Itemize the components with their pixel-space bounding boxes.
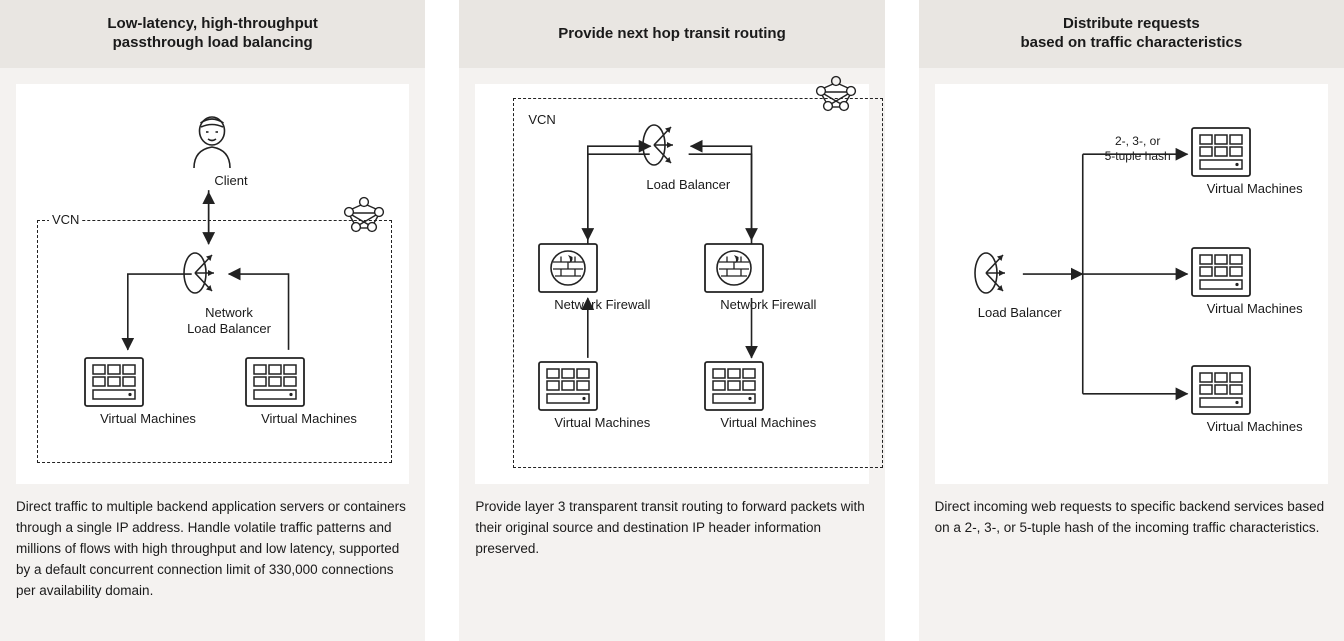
card-passthrough-load-balancing (0, 0, 425, 641)
node-vm-bottom-3-label: Virtual Machines (1206, 419, 1303, 434)
load-balancer-icon-2 (623, 116, 753, 174)
card-3-caption: Direct incoming web requests to specific backend services based on a 2-, 3-, or 5-tuple hash of the incoming traffic characteristics. (934, 499, 1325, 535)
node-nlb-label-2: Load Balancer (187, 321, 271, 336)
node-vm-left-1-label: Virtual Machines (100, 411, 196, 426)
node-vm-right-1 (244, 356, 374, 427)
node-firewall-left-label: Network Firewall (554, 297, 651, 312)
load-balancer-icon-3 (955, 244, 1085, 302)
node-vm-bottom-3 (1190, 364, 1320, 435)
card-1-title-line2: passthrough load balancing (112, 34, 313, 51)
card-2-title-text: Provide next hop transit routing (558, 24, 786, 42)
node-firewall-right (703, 242, 833, 313)
node-vm-top-3-label: Virtual Machines (1206, 181, 1303, 196)
vcn-network-icon-1 (338, 195, 390, 237)
card-distribute-requests (919, 0, 1344, 641)
client-icon (186, 114, 276, 170)
node-load-balancer-2 (623, 116, 753, 193)
card-next-hop-transit-routing (459, 0, 884, 641)
virtual-machine-icon (537, 360, 667, 412)
network-firewall-icon (703, 242, 833, 294)
vcn-network-icon-2 (810, 74, 862, 116)
card-3-diagram (935, 84, 1328, 484)
node-vm-right-2 (703, 360, 833, 431)
card-2-caption: Provide layer 3 transparent transit routing to forward packets with their original source and destination IP header information preserved. (475, 499, 865, 556)
card-1-title-line1: Low-latency, high-throughput (107, 15, 318, 32)
vcn-label-2: VCN (525, 112, 558, 127)
tuple-hash-line1: 2-, 3-, or (1114, 134, 1161, 148)
node-vm-middle-3-label: Virtual Machines (1206, 301, 1303, 316)
virtual-machine-icon (1190, 246, 1320, 298)
node-client (186, 114, 276, 189)
node-vm-middle-3 (1190, 246, 1320, 317)
node-client-label: Client (214, 173, 248, 188)
node-firewall-right-label: Network Firewall (720, 297, 817, 312)
tuple-hash-label (1083, 134, 1193, 164)
node-vm-right-2-label: Virtual Machines (720, 415, 817, 430)
card-2-title (459, 0, 884, 68)
virtual-machine-icon (1190, 126, 1320, 178)
node-load-balancer-3-label: Load Balancer (977, 305, 1062, 320)
card-1-title (0, 0, 425, 68)
load-balancer-icon-1 (164, 244, 294, 302)
node-vm-right-1-label: Virtual Machines (261, 411, 357, 426)
card-3-title-line2: based on traffic characteristics (1020, 34, 1243, 51)
virtual-machine-icon (1190, 364, 1320, 416)
card-2-diagram (475, 84, 868, 484)
node-firewall-left (537, 242, 667, 313)
virtual-machine-icon (703, 360, 833, 412)
card-3-title-line1: Distribute requests (1062, 15, 1200, 32)
card-1-diagram (16, 84, 409, 484)
virtual-machine-icon (244, 356, 374, 408)
node-vm-left-2 (537, 360, 667, 431)
node-vm-top-3 (1190, 126, 1320, 197)
node-load-balancer-2-label: Load Balancer (646, 177, 731, 192)
node-nlb-label-1: Network (205, 305, 253, 320)
node-network-load-balancer (164, 244, 294, 337)
card-3-title (919, 0, 1344, 68)
node-vm-left-1 (83, 356, 213, 427)
node-load-balancer-3 (955, 244, 1085, 321)
tuple-hash-line2: 5-tuple hash (1104, 149, 1171, 163)
virtual-machine-icon (83, 356, 213, 408)
network-firewall-icon (537, 242, 667, 294)
node-vm-left-2-label: Virtual Machines (554, 415, 651, 430)
vcn-label-1: VCN (49, 212, 82, 227)
card-1-caption: Direct traffic to multiple backend application servers or containers through a single IP address. Handle volatile traffic patterns and millions of flows with high throughput and low latency, supported by a default concurrent connection limit of 330,000 connections per availability domain. (16, 499, 406, 598)
